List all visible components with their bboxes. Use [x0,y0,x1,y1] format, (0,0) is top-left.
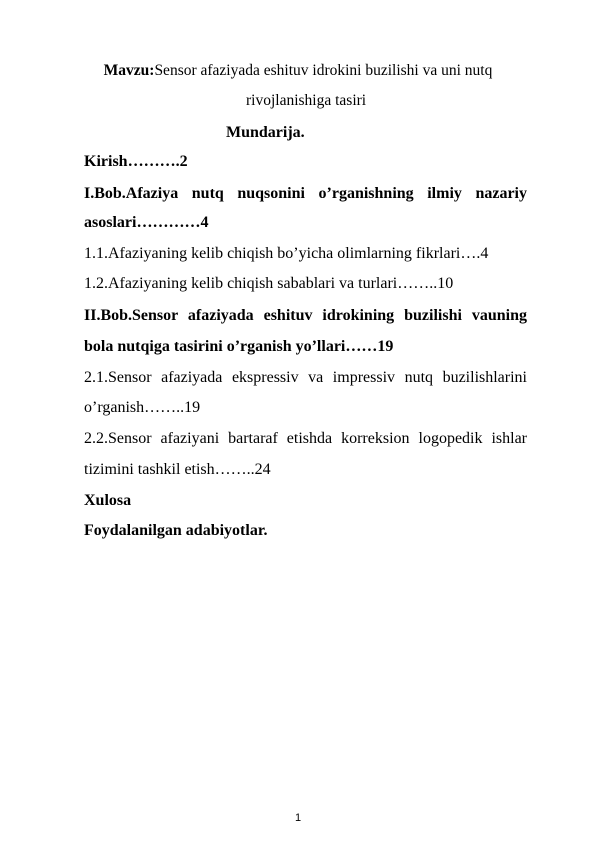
page-number: 1 [294,812,302,824]
toc-chapter2-line2: bola nutqiga tasirini o’rganish yo’llari……19 [84,338,394,355]
toc-title: Mundarija. [226,124,305,141]
toc-chapter1-line1: I.Bob.Afaziya nutq nuqsonini o’rganishning ilmiy nazariy [84,185,527,202]
topic-label: Mavzu: [103,62,155,79]
topic-text-line1: Sensor afaziyada eshituv idrokini buzilishi va uni nutq [154,62,493,79]
toc-chapter2-line1: II.Bob.Sensor afaziyada eshituv idrokining buzilishi vauning [84,307,527,324]
topic-heading [0,61,596,81]
toc-section-2-2-line2: tizimini tashkil etish……..24 [84,461,271,478]
toc-section-2-1-line2: o’rganish……..19 [84,399,201,416]
toc-section-2-2-line1: 2.2.Sensor afaziyani bartaraf etishda korreksion logopedik ishlar [84,430,527,447]
toc-section-1-2: 1.2.Afaziyaning kelib chiqish sabablari va turlari……..10 [84,275,454,292]
topic-text-line2: rivojlanishiga tasiri [246,92,367,109]
toc-chapter1-line2: asoslari…………4 [84,214,209,231]
toc-section-2-1-line1: 2.1.Sensor afaziyada ekspressiv va impressiv nutq buzilishlarini [84,369,527,386]
toc-conclusion: Xulosa [84,492,132,509]
toc-section-1-1: 1.1.Afaziyaning kelib chiqish bo’yicha olimlarning fikrlari….4 [84,245,489,262]
toc-intro: Kirish……….2 [84,153,188,170]
toc-references: Foydalanilgan adabiyotlar. [84,522,268,539]
